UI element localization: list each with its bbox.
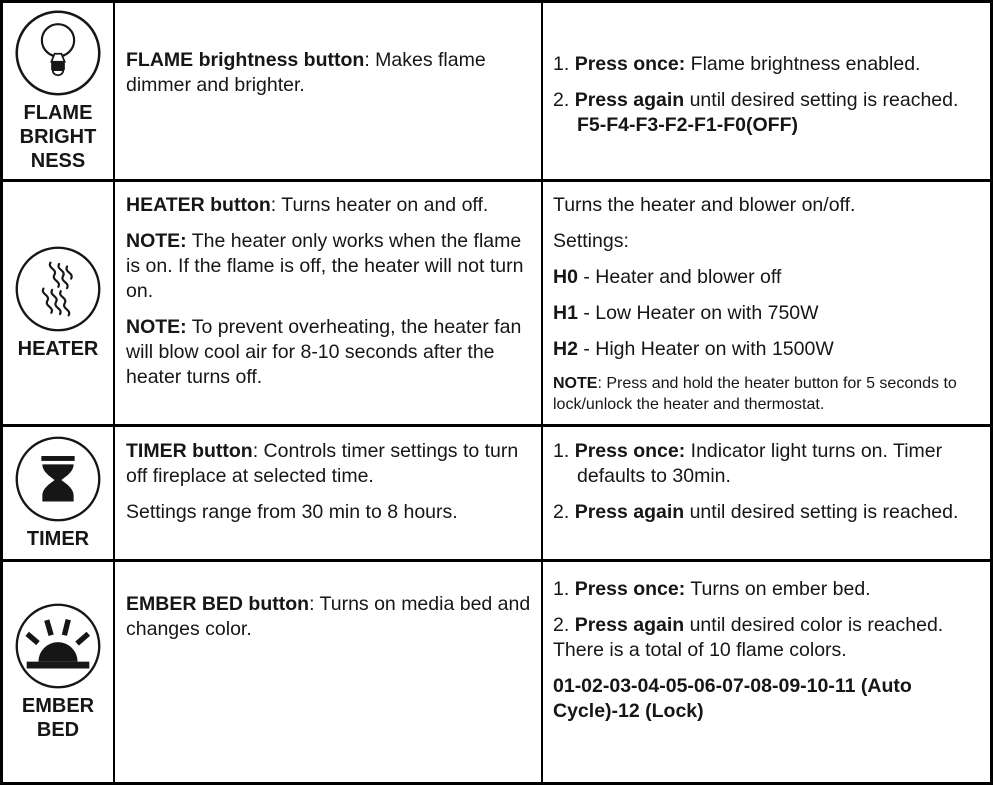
setting-line	[553, 337, 964, 362]
label-line: NESS	[30, 150, 86, 172]
bold-text: F5-F4-F3-F2-F1-F0(OFF)	[577, 114, 798, 136]
body-text: : Makes flame dimmer and brighter.	[126, 49, 486, 96]
description-text	[126, 193, 533, 218]
instruction-step	[553, 500, 964, 525]
instruction-step	[553, 52, 964, 77]
label-line: FLAME	[23, 102, 93, 124]
flame-brightness-icon-cell	[3, 3, 115, 182]
ember-bed-description-cell	[115, 562, 543, 782]
flame-brightness-description-cell	[115, 3, 543, 182]
bold-text: H2	[553, 338, 578, 360]
instruction-step	[553, 577, 964, 602]
heater-description-cell	[115, 182, 543, 427]
setting-line	[553, 301, 964, 326]
ember-bed-label	[22, 694, 94, 742]
bold-text: Press once:	[574, 440, 686, 462]
ember-bed-instructions-cell	[543, 562, 990, 782]
bold-text: NOTE:	[126, 230, 187, 252]
step-number: 2.	[553, 614, 570, 636]
info-text	[553, 229, 964, 254]
body-text: : Controls timer settings to turn off fireplace at selected time.	[126, 440, 519, 487]
setting-line	[553, 265, 964, 290]
color-code-text	[553, 674, 964, 724]
label-line: BRIGHT	[19, 126, 97, 148]
label-line: TIMER	[26, 528, 90, 550]
instruction-step	[553, 88, 964, 138]
heat-waves-icon	[14, 245, 102, 333]
body-text: : Turns heater on and off.	[270, 194, 489, 216]
instruction-step	[553, 613, 964, 663]
label-line: EMBER	[21, 695, 95, 717]
body-text: until desired setting is reached.	[684, 89, 959, 111]
body-text: - Heater and blower off	[577, 266, 782, 288]
description-text	[126, 500, 533, 525]
bold-text: NOTE	[553, 375, 598, 392]
note-text	[126, 315, 533, 390]
ember-bed-icon	[14, 602, 102, 690]
body-text: Turns on ember bed.	[685, 578, 871, 600]
light-bulb-icon	[14, 9, 102, 97]
step-number: 2.	[553, 501, 570, 523]
flame-brightness-instructions-cell	[543, 3, 990, 182]
body-text: until desired color is reached. There is a total of 10 flame colors.	[553, 614, 944, 661]
step-number: 1.	[553, 53, 570, 75]
body-text: - High Heater on with 1500W	[577, 338, 834, 360]
bold-text: H1	[553, 302, 578, 324]
label-line: BED	[36, 719, 80, 741]
description-text	[126, 439, 533, 489]
description-text	[126, 592, 533, 642]
small-note-text	[553, 373, 964, 415]
bold-text: NOTE:	[126, 316, 187, 338]
ember-bed-icon-cell	[3, 562, 115, 782]
hourglass-icon	[14, 435, 102, 523]
body-text: Flame brightness enabled.	[685, 53, 921, 75]
timer-instructions-cell	[543, 427, 990, 562]
bold-text: TIMER button	[126, 440, 253, 462]
body-text: - Low Heater on with 750W	[577, 302, 819, 324]
bold-text: H0	[553, 266, 578, 288]
heater-instructions-cell	[543, 182, 990, 427]
bold-text: FLAME brightness button	[126, 49, 365, 71]
body-text: Turns the heater and blower on/off.	[553, 194, 856, 216]
body-text: Indicator light turns on. Timer defaults to 30min.	[577, 440, 943, 487]
step-number: 1.	[553, 440, 570, 462]
step-number: 1.	[553, 578, 570, 600]
timer-label	[27, 527, 89, 551]
instruction-step	[553, 439, 964, 489]
bold-text: EMBER BED button	[126, 593, 310, 615]
body-text: The heater only works when the flame is on. If the flame is off, the heater will not turn on.	[126, 230, 524, 302]
step-number: 2.	[553, 89, 570, 111]
body-text: Settings range from 30 min to 8 hours.	[126, 501, 458, 523]
bold-text: Press again	[574, 501, 685, 523]
heater-icon-cell	[3, 182, 115, 427]
timer-icon-cell	[3, 427, 115, 562]
label-line: HEATER	[17, 338, 99, 360]
bold-text: 01-02-03-04-05-06-07-08-09-10-11 (Auto Cycle)-12 (Lock)	[553, 675, 912, 722]
body-text: until desired setting is reached.	[684, 501, 959, 523]
note-text	[126, 229, 533, 304]
bold-text: Press again	[574, 89, 685, 111]
bold-text: Press once:	[574, 578, 686, 600]
info-text	[553, 193, 964, 218]
body-text: : Turns on media bed and changes color.	[126, 593, 531, 640]
body-text: To prevent overheating, the heater fan will blow cool air for 8-10 seconds after the heater turns off.	[126, 316, 522, 388]
body-text: Settings:	[553, 230, 629, 252]
body-text: : Press and hold the heater button for 5 seconds to lock/unlock the heater and thermostat.	[553, 375, 957, 413]
bold-text: HEATER button	[126, 194, 271, 216]
heater-label	[18, 337, 99, 361]
bold-text: Press again	[574, 614, 685, 636]
description-text	[126, 48, 533, 98]
bold-text: Press once:	[574, 53, 686, 75]
timer-description-cell	[115, 427, 543, 562]
flame-brightness-label	[20, 101, 97, 173]
